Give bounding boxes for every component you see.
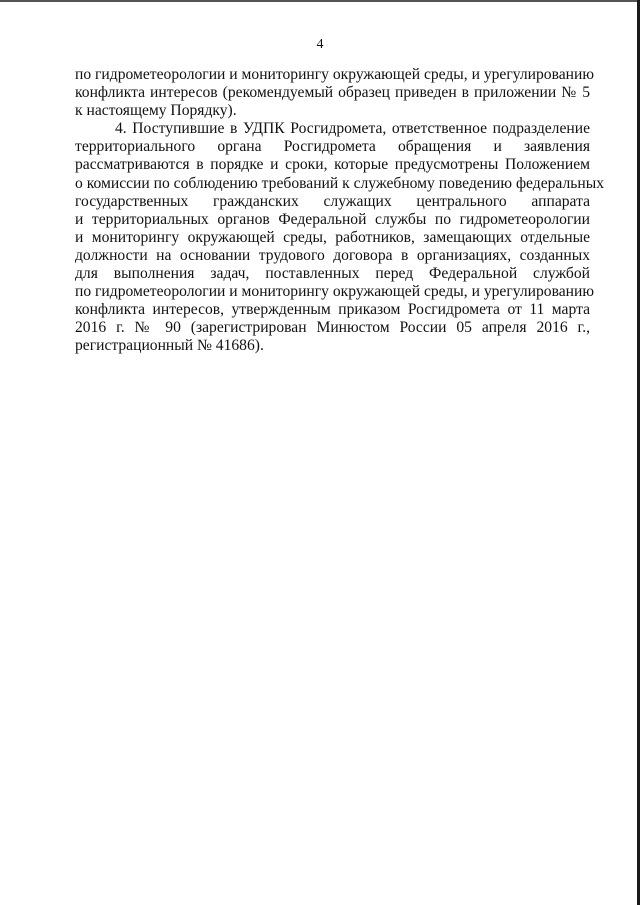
page-number: 4 <box>316 37 324 52</box>
scan-top-edge <box>0 0 640 2</box>
paragraph-1-line: конфликта интересов (рекомендуемый образец приведен в приложении № 5 <box>75 84 590 102</box>
paragraph-2-line: рассматриваются в порядке и сроки, которые предусмотрены Положением <box>75 156 590 174</box>
paragraph-2-line: и территориальных органов Федеральной службы по гидрометеорологии <box>75 210 590 228</box>
paragraph-2-line: регистрационный № 41686). <box>75 337 264 355</box>
paragraph-2-line: 2016 г. № 90 (зарегистрирован Минюстом России 05 апреля 2016 г., <box>75 319 590 337</box>
paragraph-2-line: для выполнения задач, поставленных перед Федеральной службой <box>75 265 590 283</box>
paragraph-1-line: по гидрометеорологии и мониторингу окружающей среды, и урегулированию <box>75 66 594 83</box>
paragraph-2-line: о комиссии по соблюдению требований к служебному поведению федеральных <box>75 174 604 192</box>
paragraph-2-line: территориального органа Росгидромета обращения и заявления <box>75 138 590 156</box>
paragraph-2-line: государственных гражданских служащих центрального аппарата <box>75 192 590 210</box>
paragraph-2-line: по гидрометеорологии и мониторингу окружающей среды, и урегулированию <box>75 283 594 301</box>
document-body <box>75 66 604 356</box>
paragraph-2-line: конфликта интересов, утвержденным приказом Росгидромета от 11 марта <box>75 301 590 319</box>
paragraph-2-line: должности на основании трудового договора в организациях, созданных <box>75 246 590 264</box>
paragraph-2-line: и мониторингу окружающей среды, работников, замещающих отдельные <box>75 228 590 246</box>
paragraph-1-line: к настоящему Порядку). <box>75 102 237 120</box>
paragraph-2-line: 4. Поступившие в УДПК Росгидромета, ответственное подразделение <box>115 120 590 138</box>
